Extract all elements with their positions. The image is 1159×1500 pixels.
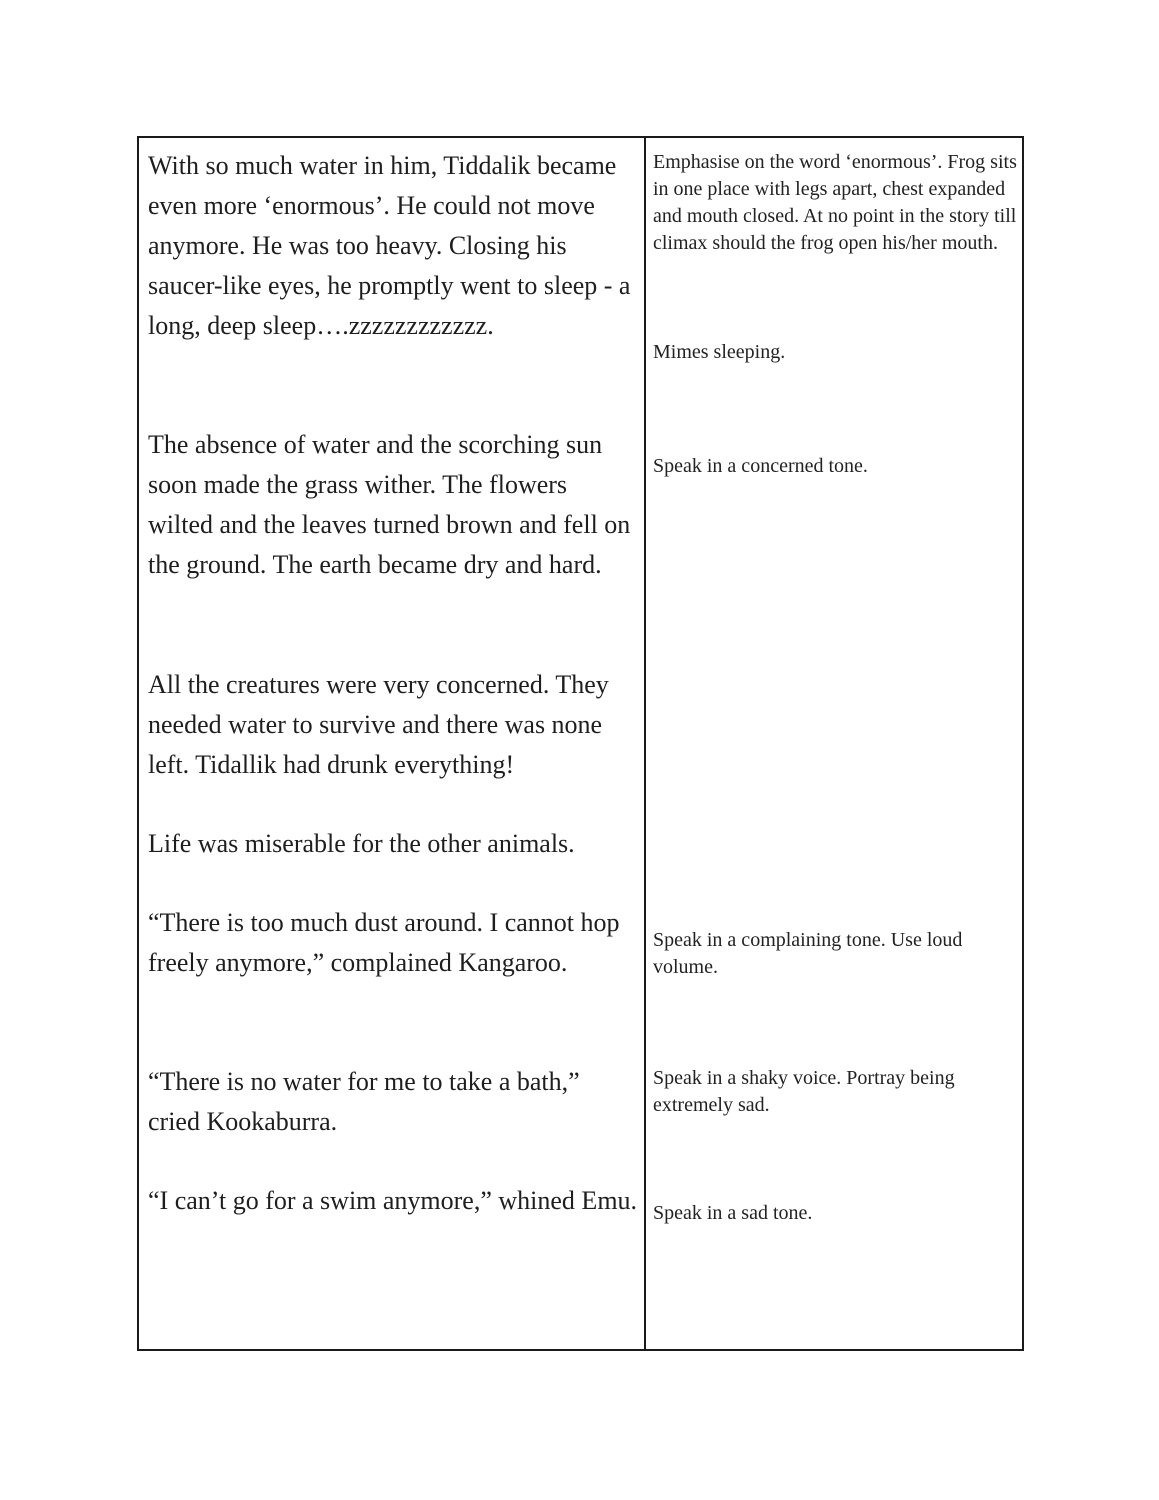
story-paragraph: The absence of water and the scorching sun soon made the grass wither. The flowers wilted and the leaves turned brown and fell on the ground. The earth became dry and hard. — [148, 430, 631, 579]
story-paragraph: “I can’t go for a swim anymore,” whined Emu. — [148, 1186, 638, 1215]
story-paragraph: “There is too much dust around. I cannot hop freely anymore,” complained Kangaroo. — [148, 908, 620, 977]
story-paragraph: “There is no water for me to take a bath,” cried Kookaburra. — [148, 1067, 580, 1136]
performance-note: Speak in a complaining tone. Use loud volume. — [653, 929, 963, 978]
story-paragraph: Life was miserable for the other animals. — [148, 829, 575, 858]
story-paragraph: All the creatures were very concerned. They needed water to survive and there was none left. Tidallik had drunk everything! — [148, 670, 609, 779]
performance-note: Speak in a shaky voice. Portray being extremely sad. — [653, 1067, 955, 1116]
performance-note: Speak in a sad tone. — [653, 1202, 813, 1224]
performance-note: Emphasise on the word ‘enormous’. Frog sits in one place with legs apart, chest expanded and mouth closed. At no point in the story till climax should the frog open his/her mouth. — [653, 151, 1017, 254]
performance-note: Speak in a concerned tone. — [653, 455, 868, 477]
story-paragraph: With so much water in him, Tiddalik became even more ‘enormous’. He could not move anymore. He was too heavy. Closing his saucer-like eyes, he promptly went to sleep - a long, deep sleep….zzzzzzzzzzzz. — [148, 151, 631, 340]
column-divider — [644, 138, 646, 1349]
performance-note: Mimes sleeping. — [653, 341, 786, 363]
story-table — [137, 136, 1024, 1351]
